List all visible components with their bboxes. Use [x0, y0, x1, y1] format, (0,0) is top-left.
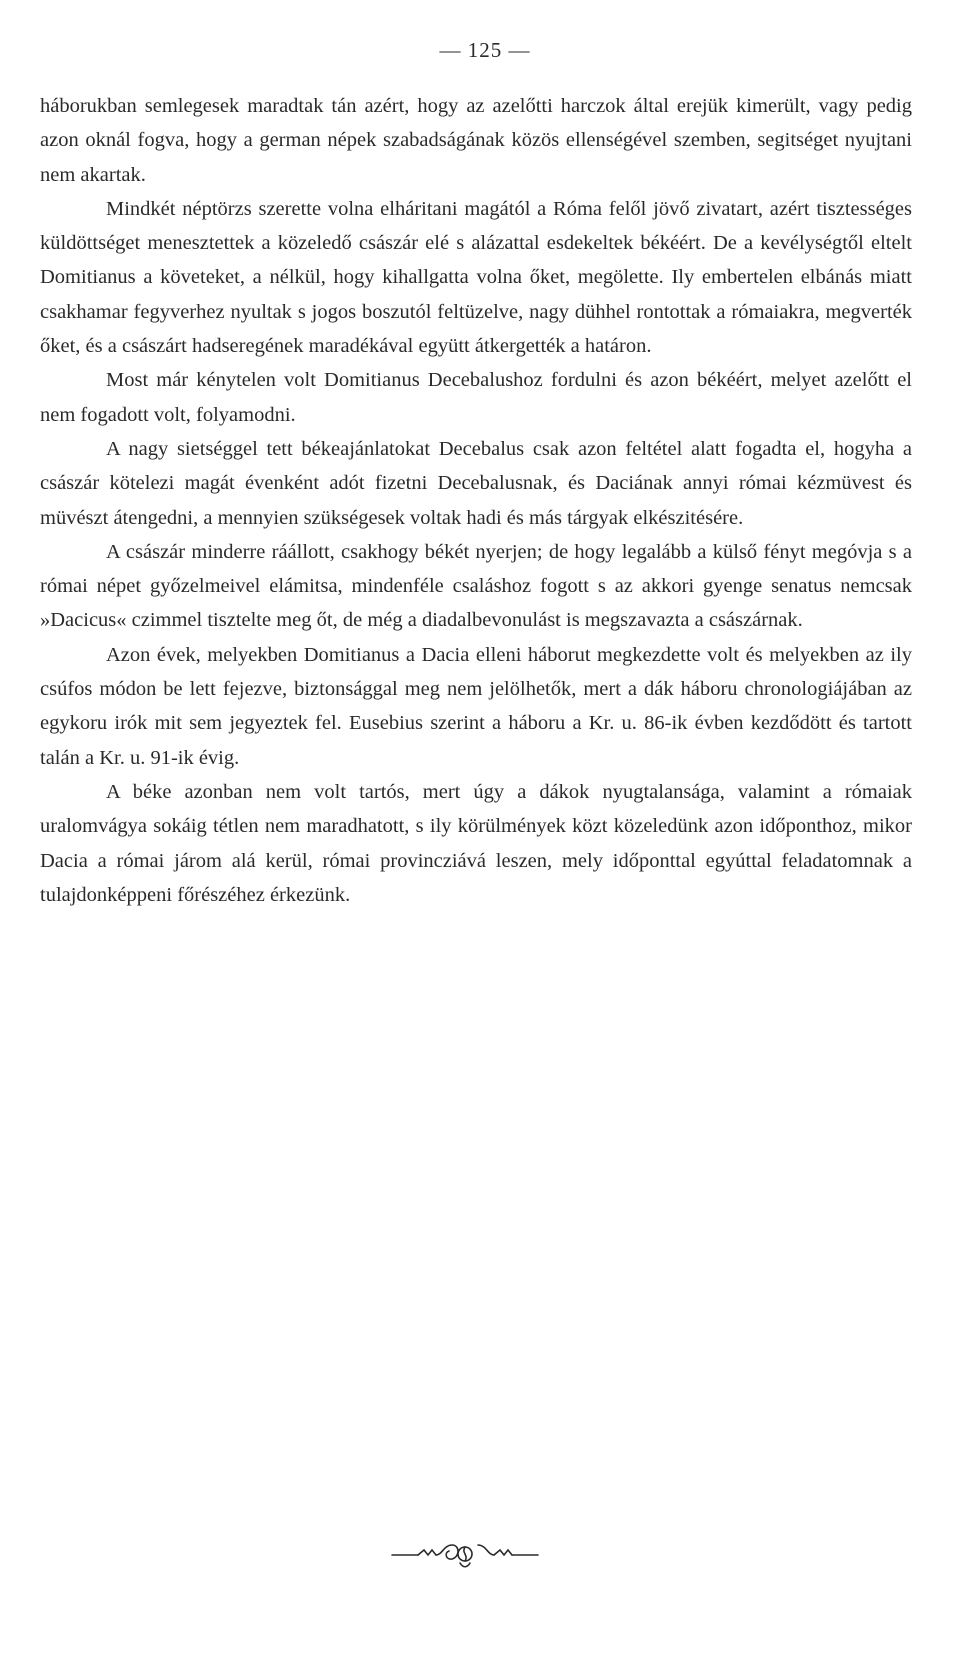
paragraph-4: A nagy sietséggel tett békeajánlatokat Decebalus csak azon feltétel alatt fogadta el, hogyha a császár kötelezi magát évenként adót fizetni Decebalusnak, és Daciának annyi római kézmüvest és müvészt átengedni, a mennyien szükségesek voltak hadi és más tárgyak elkészitésére.	[40, 437, 912, 529]
paragraph-6: Azon évek, melyekben Domitianus a Dacia elleni háborut megkezdette volt és melyekben az ily csúfos módon be lett fejezve, biztonsággal meg nem jelölhetők, mert a dák háboru chronologiájában az egykoru irók mit sem jegyeztek fel. Eusebius szerint a háboru a Kr. u. 86-ik évben kezdődött és tartott talán a Kr. u. 91-ik évig.	[40, 643, 912, 769]
paragraph-7: A béke azonban nem volt tartós, mert úgy a dákok nyugtalansága, valamint a rómaiak uralomvágya sokáig tétlen nem maradhatott, s ily körülmények közt közeledünk azon időponthoz, mikor Dacia a római járom alá kerül, római provincziává leszen, mely időponttal egyúttal feladatomnak a tulajdonképpeni főrészéhez érkezünk.	[40, 780, 912, 906]
paragraph-2: Mindkét néptörzs szerette volna elháritani magától a Róma felől jövő zivatart, azért tisztességes küldöttséget menesztettek a közeledő császár elé s alázattal esdekeltek békéért. De a kevélységtől eltelt Domitianus a követeket, a nélkül, hogy kihallgatta volna őket, megölette. Ily embertelen elbánás miatt csakhamar fegyverhez nyultak s jogos boszutól feltüzelve, nagy dühhel rontottak a rómaiakra, megverték őket, és a császárt hadseregének maradékával együtt átkergették a határon.	[40, 197, 912, 358]
paragraph-3: Most már kénytelen volt Domitianus Decebalushoz fordulni és azon békéért, melyet azelőtt el nem fogadott volt, folyamodni.	[40, 369, 912, 426]
paragraph-5: A császár minderre ráállott, csakhogy békét nyerjen; de hogy legalább a külső fényt megóvja s a római népet győzelmeivel elámitsa, mindenféle csaláshoz fogott s az akkori gyenge senatus nemcsak »Dacicus« czimmel tisztelte meg őt, de még a diadalbevonulást is megszavazta a császárnak.	[40, 540, 912, 632]
document-page	[40, 38, 912, 912]
body-text	[40, 89, 912, 912]
page-number: — 125 —	[439, 38, 531, 62]
paragraph-1: háborukban semlegesek maradtak tán azért, hogy az azelőtti harczok által erejük kimerült, vagy pedig azon oknál fogva, hogy a german népek szabadságának közös ellenségével szemben, segitséget nyujtani nem akartak.	[40, 95, 912, 186]
scroll-ornament-icon	[390, 1538, 540, 1570]
